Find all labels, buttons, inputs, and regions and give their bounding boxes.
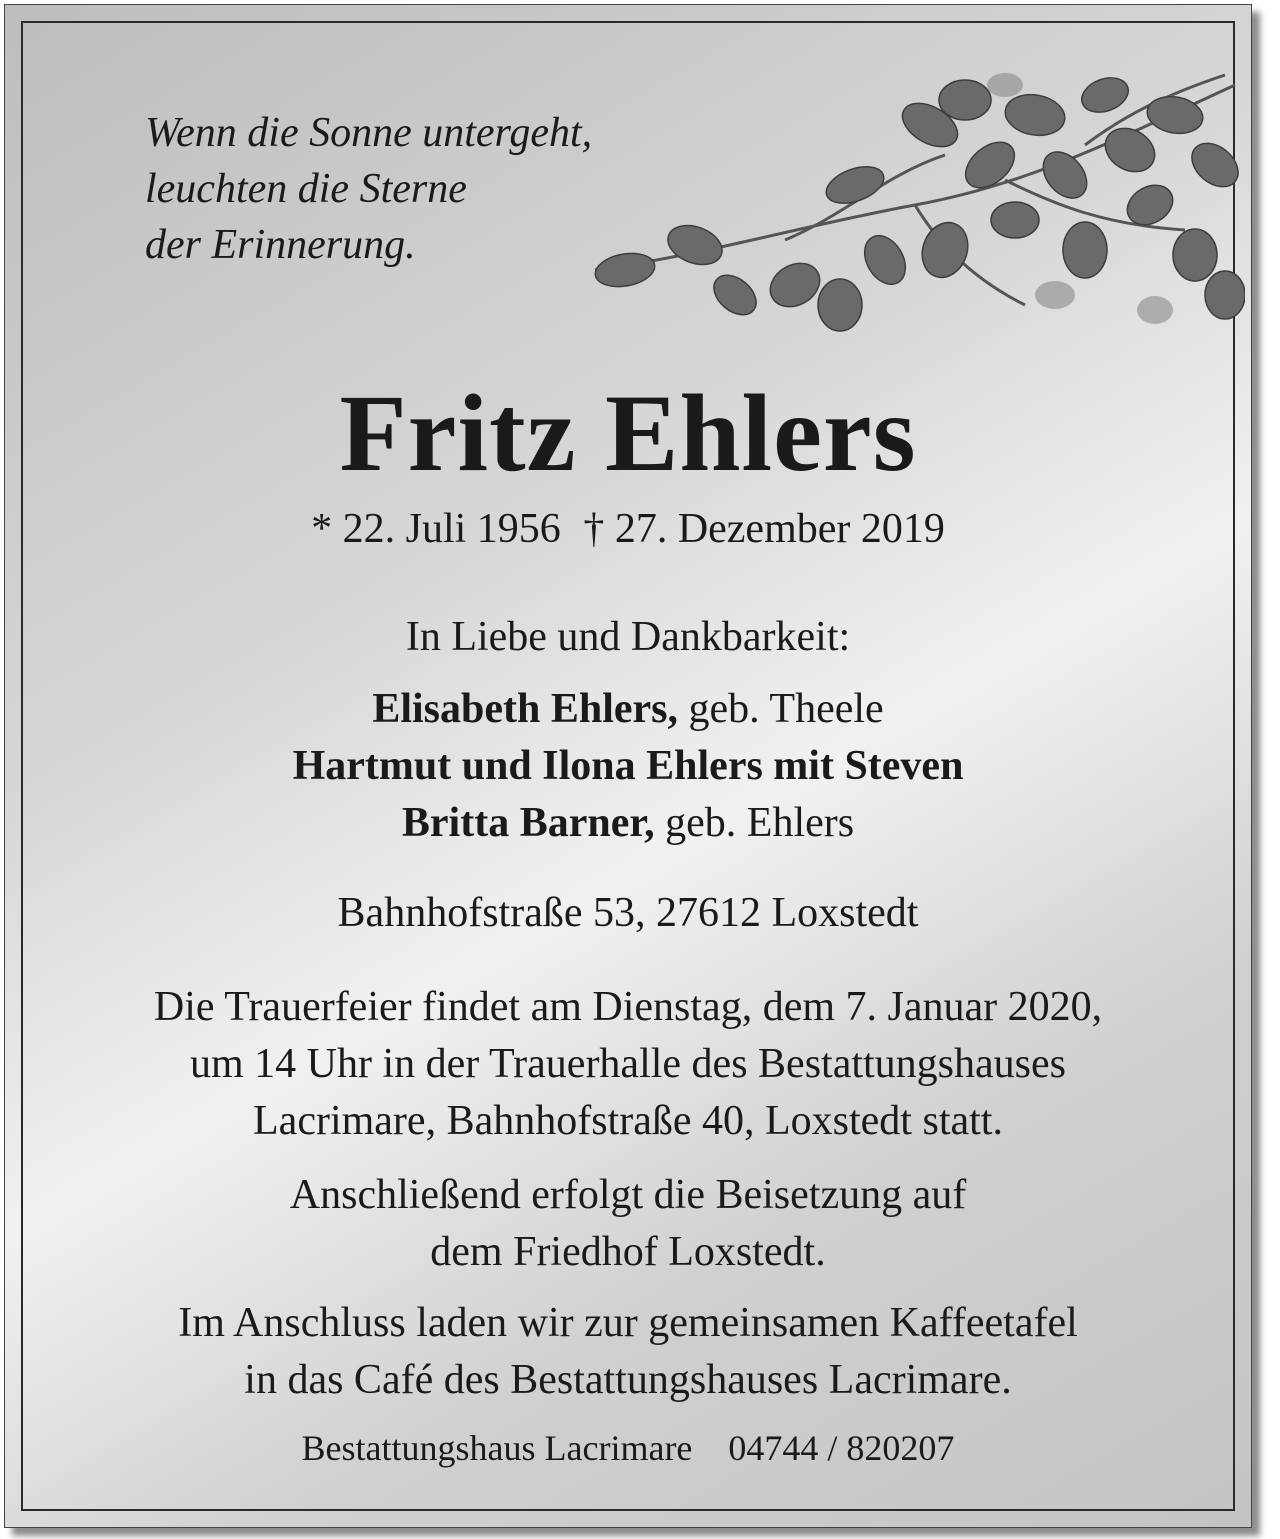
funeral-home-phone: 04744 / 820207 <box>728 1428 955 1468</box>
coffee-line: in das Café des Bestattungshauses Lacrimare. <box>244 1357 1012 1403</box>
deceased-name: Fritz Ehlers <box>339 372 917 494</box>
burial-line: Anschließend erfolgt die Beisetzung auf <box>289 1172 967 1218</box>
death-date: † 27. Dezember 2019 <box>583 506 945 552</box>
mourner-name: Elisabeth Ehlers, <box>372 686 679 732</box>
burial-line: dem Friedhof Loxstedt. <box>430 1229 826 1275</box>
mourners-list <box>5 681 1251 852</box>
coffee-invitation <box>5 1295 1251 1409</box>
life-dates <box>5 501 1251 557</box>
mourner-name: Hartmut und Ilona Ehlers mit Steven <box>292 743 964 789</box>
funeral-notice <box>5 979 1251 1150</box>
notice-line: Die Trauerfeier findet am Dienstag, dem 7. Januar 2020, <box>153 984 1103 1030</box>
mourner-suffix: geb. Ehlers <box>665 800 855 846</box>
notice-line: Lacrimare, Bahnhofstraße 40, Loxstedt statt. <box>253 1098 1003 1144</box>
motto <box>145 105 592 273</box>
birth-date: * 22. Juli 1956 <box>311 506 561 552</box>
notice-line: um 14 Uhr in der Trauerhalle des Bestattungshauses <box>189 1041 1067 1087</box>
funeral-home-name: Bestattungshaus Lacrimare <box>301 1428 693 1468</box>
motto-line: Wenn die Sonne untergeht, <box>145 110 593 156</box>
mourner-line <box>5 681 1251 738</box>
family-address: Bahnhofstraße 53, 27612 Loxstedt <box>337 890 919 936</box>
mourner-suffix: geb. Theele <box>688 686 884 732</box>
mourner-line <box>5 738 1251 795</box>
motto-line: leuchten die Sterne <box>145 166 467 212</box>
coffee-line: Im Anschluss laden wir zur gemeinsamen Kaffeetafel <box>178 1300 1078 1346</box>
burial-notice <box>5 1167 1251 1281</box>
obituary-card <box>4 4 1252 1528</box>
mourner-name: Britta Barner, <box>401 800 655 846</box>
intro-text: In Liebe und Dankbarkeit: <box>405 614 851 660</box>
motto-line: der Erinnerung. <box>145 222 416 268</box>
footer <box>5 1423 1251 1473</box>
mourner-line <box>5 795 1251 852</box>
birch-branch-icon <box>585 55 1245 345</box>
